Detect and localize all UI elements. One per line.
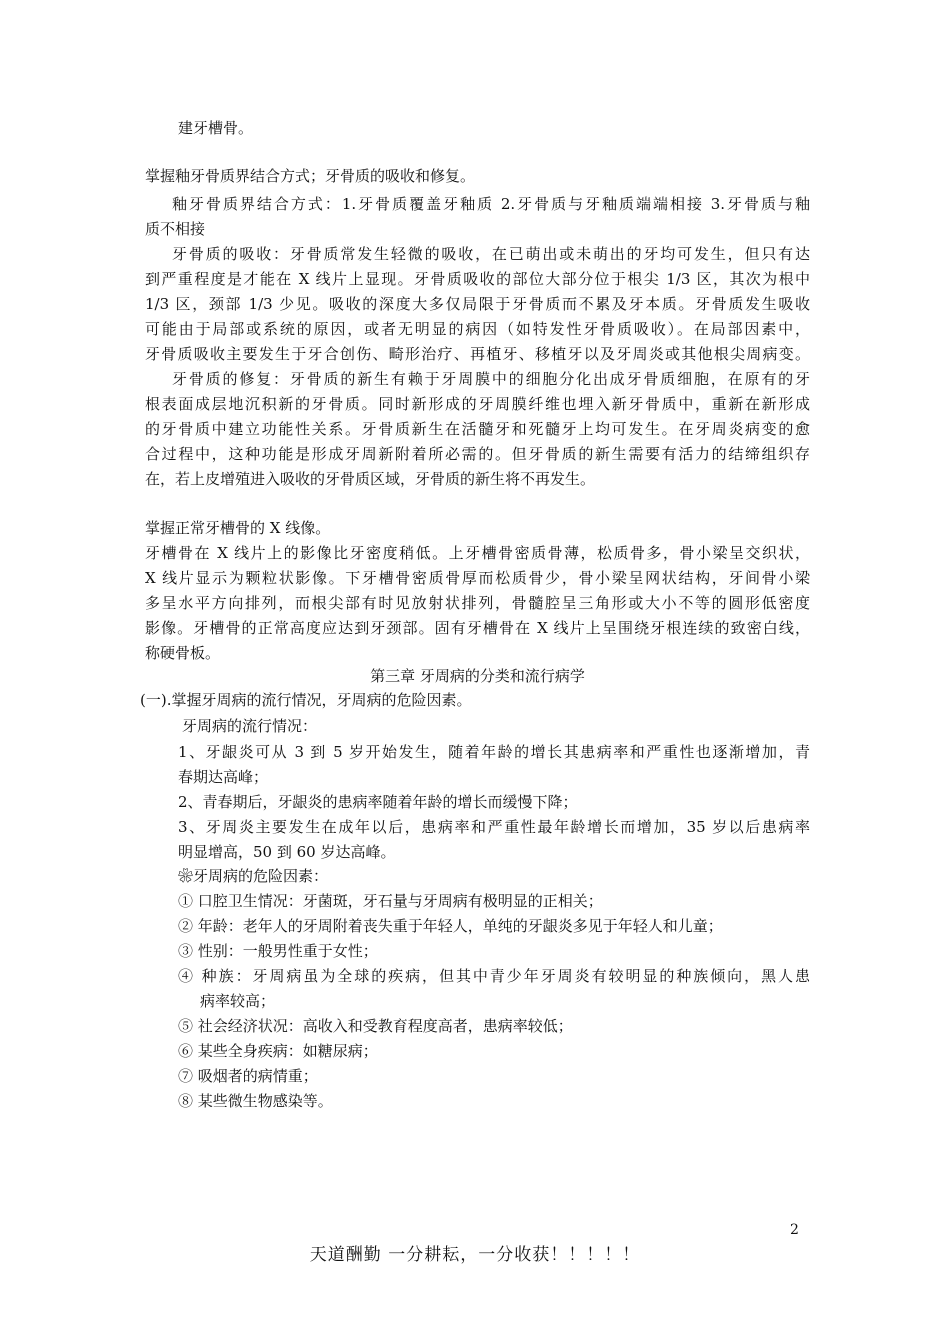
section-heading: 掌握正常牙槽骨的 X 线像。 [145, 519, 331, 537]
text-line: 建牙槽骨。 [178, 119, 254, 137]
text-line: 釉牙骨质界结合方式：1.牙骨质覆盖牙釉质 2.牙骨质与牙釉质端端相接 3.牙骨质与釉 [172, 195, 810, 213]
text-line: 1/3 区，颈部 1/3 少见。吸收的深度大多仅局限于牙骨质而不累及牙本质。牙骨质发生吸收 [145, 295, 810, 313]
list-item: ⑥ 某些全身疾病：如糖尿病； [178, 1042, 378, 1060]
text-line: 到严重程度是才能在 X 线片上显现。牙骨质吸收的部位大部分位于根尖 1/3 区，其次为根中 [145, 270, 810, 288]
list-item-continuation: 病率较高； [200, 992, 276, 1010]
text-line: 影像。牙槽骨的正常高度应达到牙颈部。固有牙槽骨在 X 线片上呈围绕牙根连续的致密白线， [145, 619, 810, 637]
section-heading: 掌握釉牙骨质界结合方式；牙骨质的吸收和修复。 [145, 167, 476, 185]
list-item-continuation: 明显增高，50 到 60 岁达高峰。 [178, 843, 396, 861]
list-item: ① 口腔卫生情况：牙菌斑，牙石量与牙周病有极明显的正相关； [178, 892, 603, 910]
text-line: 可能由于局部或系统的原因，或者无明显的病因（如特发性牙骨质吸收）。在局部因素中， [145, 320, 810, 338]
page-number: 2 [790, 1222, 799, 1238]
list-item: ⑤ 社会经济状况：高收入和受教育程度高者，患病率较低； [178, 1017, 573, 1035]
text-line: 牙骨质吸收主要发生于牙合创伤、畸形治疗、再植牙、移植牙以及牙周炎或其他根尖周病变。 [145, 345, 810, 363]
page-footer: 天道酬勤 一分耕耘，一分收获！！！！！ [309, 1245, 641, 1265]
section-heading: (一).掌握牙周病的流行情况，牙周病的危险因素。 [140, 691, 472, 709]
text-line: 的牙骨质中建立功能性关系。牙骨质新生在活髓牙和死髓牙上均可发生。在牙周炎病变的愈 [145, 420, 810, 438]
text-line: 合过程中，这种功能是形成牙周新附着所必需的。但牙骨质的新生需要有活力的结缔组织存 [145, 445, 810, 463]
list-item: ④ 种族：牙周病虽为全球的疾病，但其中青少年牙周炎有较明显的种族倾向，黑人患 [178, 967, 810, 985]
text-line: 根表面成层地沉积新的牙骨质。同时新形成的牙周膜纤维也埋入新牙骨质中，重新在新形成 [145, 395, 810, 413]
list-item: ⑦ 吸烟者的病情重； [178, 1067, 318, 1085]
list-item: ③ 性别：一般男性重于女性； [178, 942, 378, 960]
list-item: 1、牙龈炎可从 3 到 5 岁开始发生，随着年龄的增长其患病率和严重性也逐渐增加，青 [178, 743, 810, 761]
text-line: 牙槽骨在 X 线片上的影像比牙密度稍低。上牙槽骨密质骨薄，松质骨多，骨小梁呈交织状， [145, 544, 810, 562]
subheading: ❀牙周病的危险因素： [178, 867, 329, 885]
text-line: 质不相接 [145, 220, 206, 238]
list-item-continuation: 春期达高峰； [178, 768, 269, 786]
text-line: X 线片显示为颗粒状影像。下牙槽骨密质骨厚而松质骨少，骨小梁呈网状结构，牙间骨小梁 [145, 569, 810, 587]
list-item: ⑧ 某些微生物感染等。 [178, 1092, 333, 1110]
list-item: 2、青春期后，牙龈炎的患病率随着年龄的增长而缓慢下降； [178, 793, 578, 811]
list-item: 3、牙周炎主要发生在成年以后，患病率和严重性最年龄增长而增加，35 岁以后患病率 [178, 818, 810, 836]
subheading: 牙周病的流行情况： [182, 717, 318, 735]
text-line: 牙骨质的修复：牙骨质的新生有赖于牙周膜中的细胞分化出成牙骨质细胞，在原有的牙 [172, 370, 810, 388]
chapter-title: 第三章 牙周病的分类和流行病学 [370, 667, 585, 685]
text-line: 称硬骨板。 [145, 644, 221, 662]
text-line: 多呈水平方向排列，而根尖部有时见放射状排列，骨髓腔呈三角形或大小不等的圆形低密度 [145, 594, 810, 612]
list-item: ② 年龄：老年人的牙周附着丧失重于年轻人，单纯的牙龈炎多见于年轻人和儿童； [178, 917, 723, 935]
text-line: 牙骨质的吸收：牙骨质常发生轻微的吸收，在已萌出或未萌出的牙均可发生，但只有达 [172, 245, 810, 263]
text-line: 在，若上皮增殖进入吸收的牙骨质区域，牙骨质的新生将不再发生。 [145, 470, 596, 488]
